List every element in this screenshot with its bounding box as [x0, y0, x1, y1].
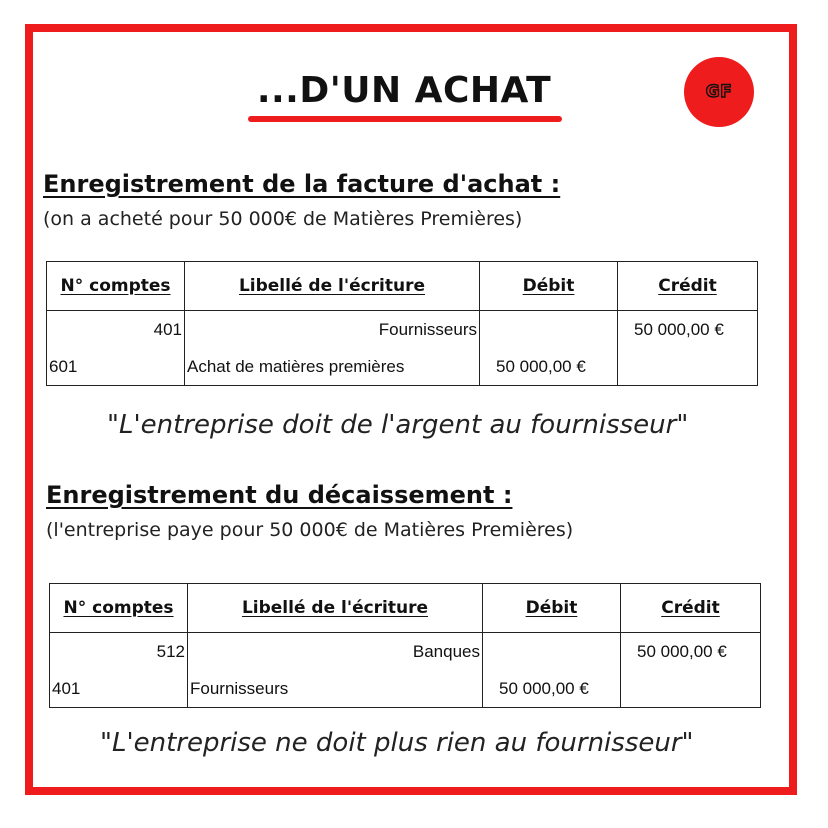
logo-badge [684, 57, 754, 127]
debit-cell [483, 633, 621, 708]
entry-label: Banques [412, 642, 480, 661]
table-row [47, 311, 758, 386]
debit-amount: 50 000,00 € [499, 679, 589, 698]
account-number: 401 [153, 320, 182, 339]
credit-amount [621, 670, 760, 707]
credit-amount [618, 348, 757, 385]
entry-label: Fournisseurs [190, 679, 289, 698]
column-header-credit: Crédit [618, 262, 758, 311]
logo-text: GF [705, 82, 733, 102]
section1-subheading: (on a acheté pour 50 000€ de Matières Premières) [43, 208, 523, 230]
label-cell [188, 633, 483, 708]
credit-amount: 50 000,00 € [634, 320, 724, 339]
column-header-account: N° comptes [50, 584, 188, 633]
entry-table-payment [49, 583, 761, 708]
table-row [50, 633, 761, 708]
account-cell [47, 311, 185, 386]
debit-amount [480, 311, 617, 348]
column-header-label: Libellé de l'écriture [185, 262, 480, 311]
entry-label: Achat de matières premières [187, 357, 405, 376]
column-header-debit: Débit [483, 584, 621, 633]
account-number: 512 [156, 642, 185, 661]
label-cell [185, 311, 480, 386]
account-number: 401 [52, 679, 81, 698]
column-header-account: N° comptes [47, 262, 185, 311]
account-number: 601 [49, 357, 78, 376]
section2-subheading: (l'entreprise paye pour 50 000€ de Matières Premières) [46, 519, 574, 541]
entry-label: Fournisseurs [378, 320, 477, 339]
column-header-credit: Crédit [621, 584, 761, 633]
credit-cell [621, 633, 761, 708]
title-underline [248, 116, 562, 122]
section1-heading: Enregistrement de la facture d'achat : [43, 170, 561, 198]
table-header-row [50, 584, 761, 633]
account-cell [50, 633, 188, 708]
debit-amount [483, 633, 620, 670]
column-header-label: Libellé de l'écriture [188, 584, 483, 633]
debit-amount: 50 000,00 € [496, 357, 586, 376]
section2-quote: "L'entreprise ne doit plus rien au fournisseur" [100, 728, 694, 758]
section2-heading: Enregistrement du décaissement : [46, 481, 513, 509]
table-header-row [47, 262, 758, 311]
page-title: ...D'UN ACHAT [256, 70, 552, 111]
entry-table-purchase [46, 261, 758, 386]
credit-amount: 50 000,00 € [637, 642, 727, 661]
column-header-debit: Débit [480, 262, 618, 311]
credit-cell [618, 311, 758, 386]
debit-cell [480, 311, 618, 386]
section1-quote: "L'entreprise doit de l'argent au fournisseur" [107, 410, 689, 440]
